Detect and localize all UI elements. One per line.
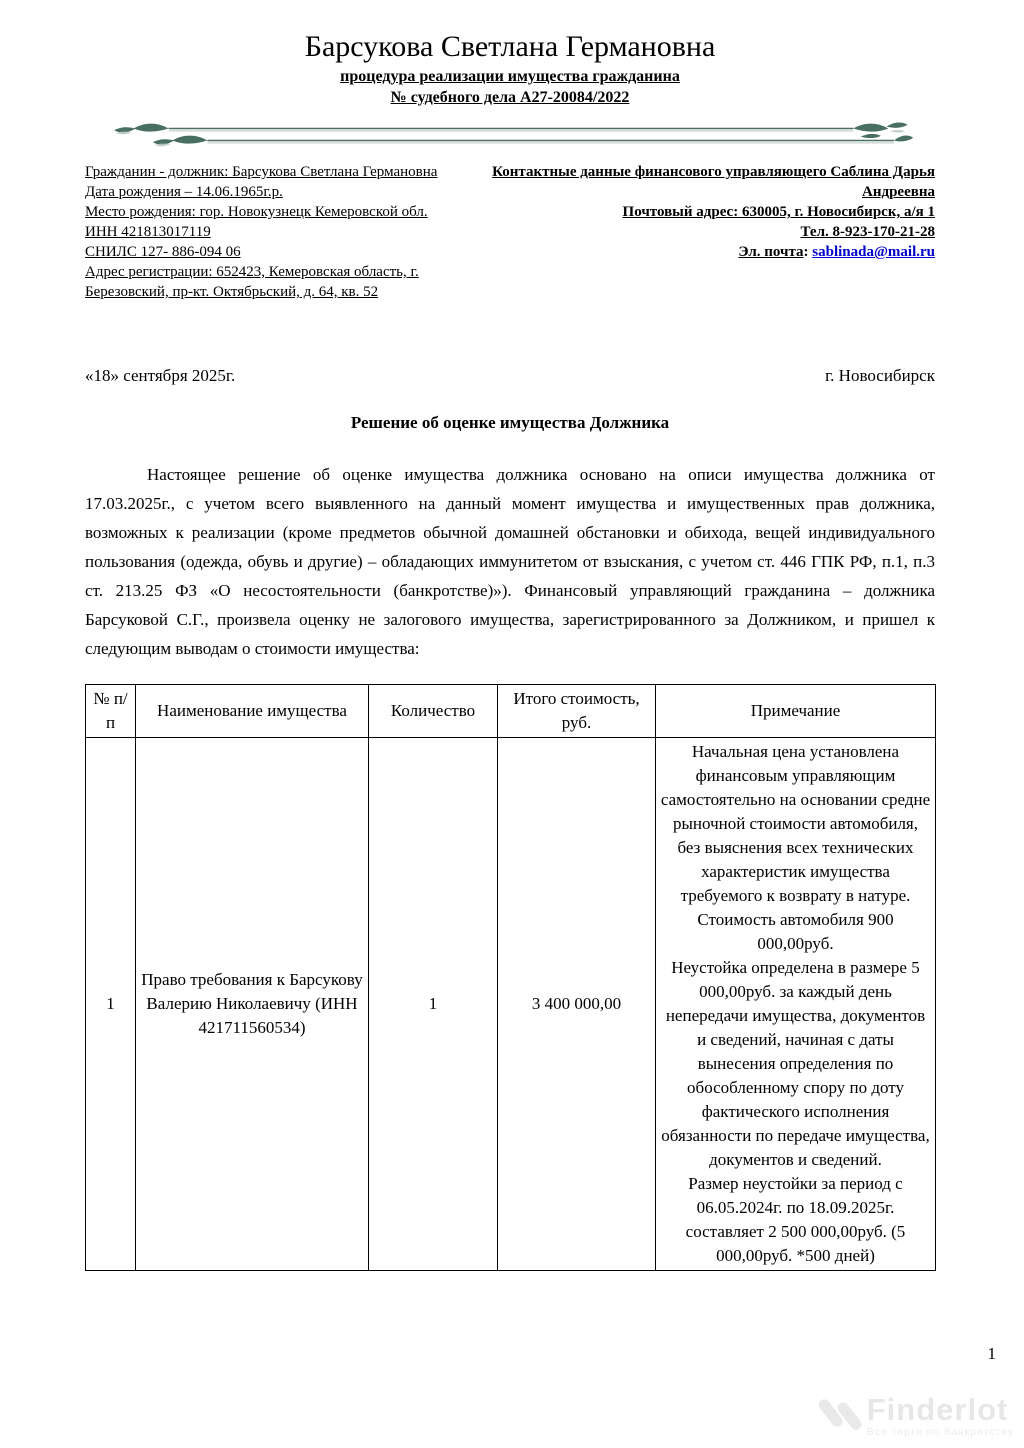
case-number: № судебного дела А27-20084/2022 <box>390 89 630 106</box>
email-line <box>477 242 935 262</box>
page-number: 1 <box>987 1344 996 1363</box>
debtor-info <box>85 162 477 302</box>
email-link[interactable]: sablinada@mail.ru <box>812 244 935 260</box>
parties-info <box>85 162 935 302</box>
col-header-name: Наименование имущества <box>136 685 369 738</box>
inn-line: ИНН 421813017119 <box>85 224 211 240</box>
cell-name: Право требования к Барсукову Валерию Николаевичу (ИНН 421711560534) <box>136 738 369 1271</box>
watermark-text <box>866 1391 1014 1438</box>
debtor-line: Гражданин - должник: Барсукова Светлана Германовна <box>85 164 438 180</box>
col-header-quantity: Количество <box>369 685 498 738</box>
watermark-tagline: Все торги по банкротству <box>866 1425 1014 1438</box>
table-row <box>86 738 936 1271</box>
finderlot-logo-icon <box>817 1390 863 1442</box>
col-header-total: Итого стоимость, руб. <box>498 685 656 738</box>
decision-body-paragraph: Настоящее решение об оценке имущества должника основано на описи имущества должника от 17.03.2025г., с учетом всего выявленного на данный момент имущества и имущественных прав должника, возможных к реализации (кроме предметов обычной домашней обстановки и обихода, вещей индивидуального пользования (одежда, обувь и другие) – обладающих иммунитетом от взыскания, с учетом ст. 446 ГПК РФ, п.1, п.3 ст. 213.25 ФЗ «О несостоятельности (банкротстве)»). Финансовый управляющий гражданина – должника Барсуковой С.Г., произвела оценку не залогового имущества, зарегистрированного за Должником, и пришел к следующим выводам о стоимости имущества: <box>85 465 935 658</box>
document-header <box>85 28 935 154</box>
manager-contacts-line: Контактные данные финансового управляющего Саблина Дарья Андреевна <box>492 164 935 200</box>
document-date: «18» сентября 2025г. <box>85 366 236 385</box>
phone-line: Тел. 8-923-170-21-28 <box>800 224 935 240</box>
note-paragraph: Стоимость автомобиля 900 000,00руб. <box>697 910 894 953</box>
date-city-line <box>85 366 935 386</box>
email-label: Эл. почта <box>738 244 804 260</box>
address-line: Адрес регистрации: 652423, Кемеровская область, г. Березовский, пр-кт. Октябрьский, д. 64, кв. 52 <box>85 264 419 300</box>
email-colon: : <box>803 244 813 260</box>
decorative-divider <box>104 114 916 154</box>
note-paragraph: Размер неустойки за период с 06.05.2024г. по 18.09.2025г. составляет 2 500 000,00руб. (5 000,00руб. *500 дней) <box>685 1174 906 1265</box>
manager-info <box>477 162 935 302</box>
procedure-subtitle: процедура реализации имущества гражданина <box>340 68 680 85</box>
cell-total: 3 400 000,00 <box>498 738 656 1271</box>
col-header-num: № п/п <box>86 685 136 738</box>
birth-date-line: Дата рождения – 14.06.1965г.р. <box>85 184 283 200</box>
snils-line: СНИЛС 127- 886-094 06 <box>85 244 241 260</box>
watermark-brand: Finderlot <box>866 1391 1009 1427</box>
cell-note <box>656 738 936 1271</box>
col-header-note: Примечание <box>656 685 936 738</box>
cell-quantity: 1 <box>369 738 498 1271</box>
decision-title: Решение об оценке имущества Должника <box>350 413 670 432</box>
cell-num: 1 <box>86 738 136 1271</box>
birth-place-line: Место рождения: гор. Новокузнецк Кемеровской обл. <box>85 204 428 220</box>
note-paragraph: Неустойка определена в размере 5 000,00руб. за каждый день непередачи имущества, документов и сведений, начиная с даты вынесения определения по обособленному спору по доту фактического исполнения обязанности по передаче имущества, документов и сведений. <box>661 958 930 1169</box>
postal-address-line: Почтовый адрес: 630005, г. Новосибирск, а/я 1 <box>622 204 935 220</box>
assets-table <box>85 684 936 1271</box>
finderlot-watermark <box>817 1390 1014 1442</box>
document-city: г. Новосибирск <box>825 366 935 385</box>
debtor-name-title: Барсукова Светлана Германовна <box>304 30 716 63</box>
note-paragraph: Начальная цена установлена финансовым управляющим самостоятельно на основании средне рыночной стоимости автомобиля, без выяснения всех технических характеристик имущества требуемого к возврату в натуре. <box>660 742 931 905</box>
table-header-row <box>86 685 936 738</box>
